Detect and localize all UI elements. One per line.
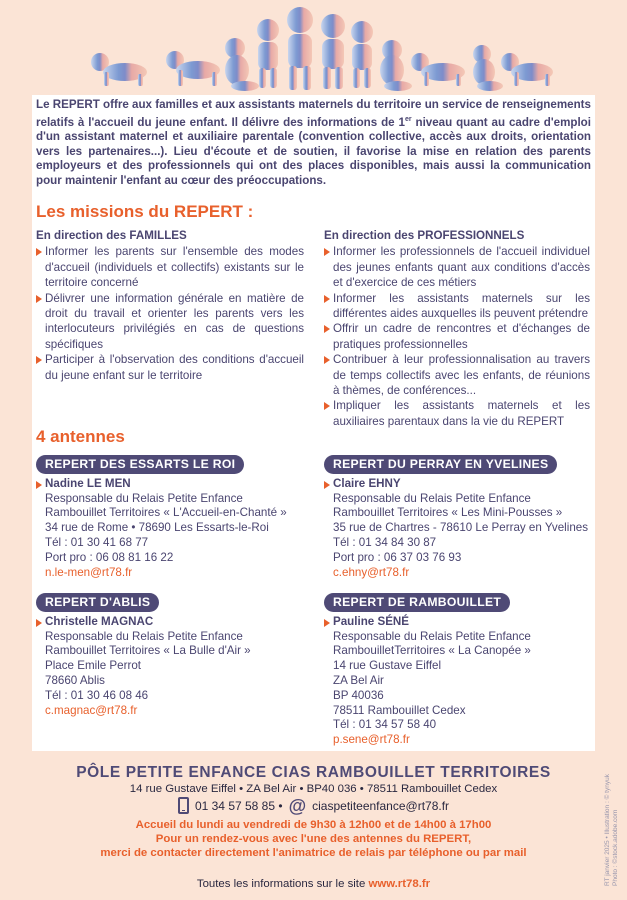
footer-title: PÔLE PETITE ENFANCE CIAS RAMBOUILLET TERRITOIRES — [76, 764, 551, 781]
antenna-line: 35 rue de Chartres - 78610 Le Perray en Yvelines — [333, 521, 589, 535]
missions-families-column — [36, 228, 304, 383]
antenna-line: Responsable du Relais Petite Enfance — [333, 491, 531, 505]
antenna-line: Place Emile Perrot — [45, 659, 142, 673]
footer-contact — [0, 797, 627, 814]
antenna-perray-en-yvelines — [324, 455, 594, 580]
footer-hours-line: merci de contacter directement l'animatrice de relais par téléphone ou par mail — [100, 847, 527, 860]
professionals-title: En direction des PROFESSIONNELS — [324, 229, 525, 242]
triangle-bullet-icon — [36, 356, 42, 364]
antenna-label: REPERT D'ABLIS — [36, 593, 159, 612]
footer-site — [0, 878, 627, 890]
footer-hours-line: Accueil du lundi au vendredi de 9h30 à 12h00 et de 14h00 à 17h00 — [135, 819, 492, 831]
footer-address: 14 rue Gustave Eiffel • ZA Bel Air • BP40 036 • 78511 Rambouillet Cedex — [129, 783, 498, 795]
antenna-line: Tél : 01 30 46 08 46 — [45, 688, 149, 702]
antennes-heading: 4 antennes — [36, 427, 125, 446]
antenna-contact-name: Nadine LE MEN — [36, 477, 306, 492]
footer-site-link[interactable]: www.rt78.fr — [368, 878, 431, 890]
antenna-label: REPERT DE RAMBOUILLET — [324, 593, 510, 612]
triangle-bullet-icon — [36, 295, 42, 303]
phone-icon — [178, 797, 189, 814]
antenna-line: Port pro : 06 37 03 76 93 — [333, 550, 462, 564]
triangle-bullet-icon — [36, 619, 42, 627]
children-silhouettes-illustration — [0, 0, 627, 95]
triangle-bullet-icon — [36, 481, 42, 489]
antenna-email-link[interactable]: c.magnac@rt78.fr — [45, 703, 138, 717]
antenna-line: ZA Bel Air — [333, 673, 384, 687]
families-title: En direction des FAMILLES — [36, 229, 187, 242]
mission-item: Informer les assistants maternels sur les différentes aides auxquelles ils peuvent prétendre — [324, 291, 590, 322]
antenna-line: RambouilletTerritoires « La Canopée » — [333, 644, 531, 658]
antenna-contact-name: Pauline SÉNÉ — [324, 615, 594, 630]
antenna-line: Responsable du Relais Petite Enfance — [45, 491, 243, 505]
antenna-line: Tél : 01 34 84 30 87 — [333, 535, 437, 549]
antenna-label: REPERT DU PERRAY EN YVELINES — [324, 455, 557, 474]
triangle-bullet-icon — [324, 295, 330, 303]
antenna-ablis — [36, 593, 306, 718]
antenna-rambouillet — [324, 593, 594, 748]
triangle-bullet-icon — [36, 248, 42, 256]
triangle-bullet-icon — [324, 619, 330, 627]
credits — [604, 774, 620, 886]
missions-professionals-column — [324, 228, 590, 429]
antenna-line: Tél : 01 30 41 68 77 — [45, 535, 149, 549]
antenna-contact-name: Christelle MAGNAC — [36, 615, 306, 630]
antenna-line: BP 40036 — [333, 688, 384, 702]
antenna-email-link[interactable]: p.sene@rt78.fr — [333, 733, 410, 747]
intro-text: Le REPERT offre aux familles et aux assistants maternels du territoire un service de renseignements relatifs à l'accueil du jeune enfant. Il délivre des informations de 1er niveau quant au cadre d'emploi d'un assistant maternel et auxiliaire parentale (convention collective, accès aux droits, orientation vers les partenaires...). Lieu d'écoute et de soutien, il favorise la mise en relation des parents employeurs et des professionnels qui ont des places disponibles, mais aussi la communication pour maintenir l'enfant au cœur des préoccupations. — [36, 98, 591, 187]
footer-phone: 01 34 57 58 85 • — [194, 798, 283, 813]
antenna-line: Rambouillet Territoires « L'Accueil-en-Chanté » — [45, 506, 287, 520]
missions-heading: Les missions du REPERT : — [36, 202, 254, 221]
triangle-bullet-icon — [324, 325, 330, 333]
mission-item: Contribuer à leur professionnalisation au travers de temps collectifs avec les enfants, de réunions à thèmes, de conférences... — [324, 352, 590, 398]
antenna-line: Tél : 01 34 57 58 40 — [333, 718, 437, 732]
antenna-essarts-le-roi — [36, 455, 306, 580]
antenna-line: 34 rue de Rome • 78690 Les Essarts-le-Roi — [45, 521, 269, 535]
footer-hours — [0, 818, 627, 861]
antenna-line: Responsable du Relais Petite Enfance — [45, 629, 243, 643]
triangle-bullet-icon — [324, 248, 330, 256]
antenna-label: REPERT DES ESSARTS LE ROI — [36, 455, 244, 474]
mission-item: Délivrer une information générale en matière de droit du travail et orienter les parents vers les interlocuteurs privilégiés en cas de questions spécifiques — [36, 291, 304, 353]
antenna-line: Responsable du Relais Petite Enfance — [333, 629, 531, 643]
at-sign-icon: @ — [288, 795, 307, 816]
mission-item: Informer les professionnels de l'accueil individuel des jeunes enfants quant aux conditions d'accès et d'exercice de ces métiers — [324, 244, 590, 290]
antenna-line: 78660 Ablis — [45, 673, 105, 687]
mission-item: Participer à l'observation des conditions d'accueil du jeune enfant sur le territoire — [36, 352, 304, 383]
antenna-line: Port pro : 06 08 81 16 22 — [45, 550, 174, 564]
antenna-line: 14 rue Gustave Eiffel — [333, 659, 442, 673]
footer-hours-line: Pour un rendez-vous avec l'une des antennes du REPERT, — [155, 833, 472, 846]
antenna-email-link[interactable]: c.ehny@rt78.fr — [333, 565, 410, 579]
antenna-line: 78511 Rambouillet Cedex — [333, 703, 466, 717]
mission-item: Informer les parents sur l'ensemble des modes d'accueil (individuels et collectifs) existants sur le territoire concerné — [36, 244, 304, 290]
antenna-line: Rambouillet Territoires « La Bulle d'Air » — [45, 644, 251, 658]
antenna-contact-name: Claire EHNY — [324, 477, 594, 492]
triangle-bullet-icon — [324, 481, 330, 489]
triangle-bullet-icon — [324, 356, 330, 364]
footer-site-prefix: Toutes les informations sur le site — [196, 878, 369, 890]
antenna-line: Rambouillet Territoires « Les Mini-Pousses » — [333, 506, 563, 520]
antenna-email-link[interactable]: n.le-men@rt78.fr — [45, 565, 133, 579]
children-group — [91, 7, 553, 91]
credit-line: RT janvier 2025 • Illustration : © tynyuk — [604, 774, 611, 886]
credit-line: Photo : ©stock.adobe.com — [612, 809, 619, 886]
mission-item: Offrir un cadre de rencontres et d'échanges de pratiques professionnelles — [324, 321, 590, 352]
footer-email-link[interactable]: ciaspetiteenfance@rt78.fr — [312, 798, 450, 813]
triangle-bullet-icon — [324, 402, 330, 410]
mission-item: Impliquer les assistants maternels et les auxiliaires parentaux dans la vie du REPERT — [324, 398, 590, 429]
